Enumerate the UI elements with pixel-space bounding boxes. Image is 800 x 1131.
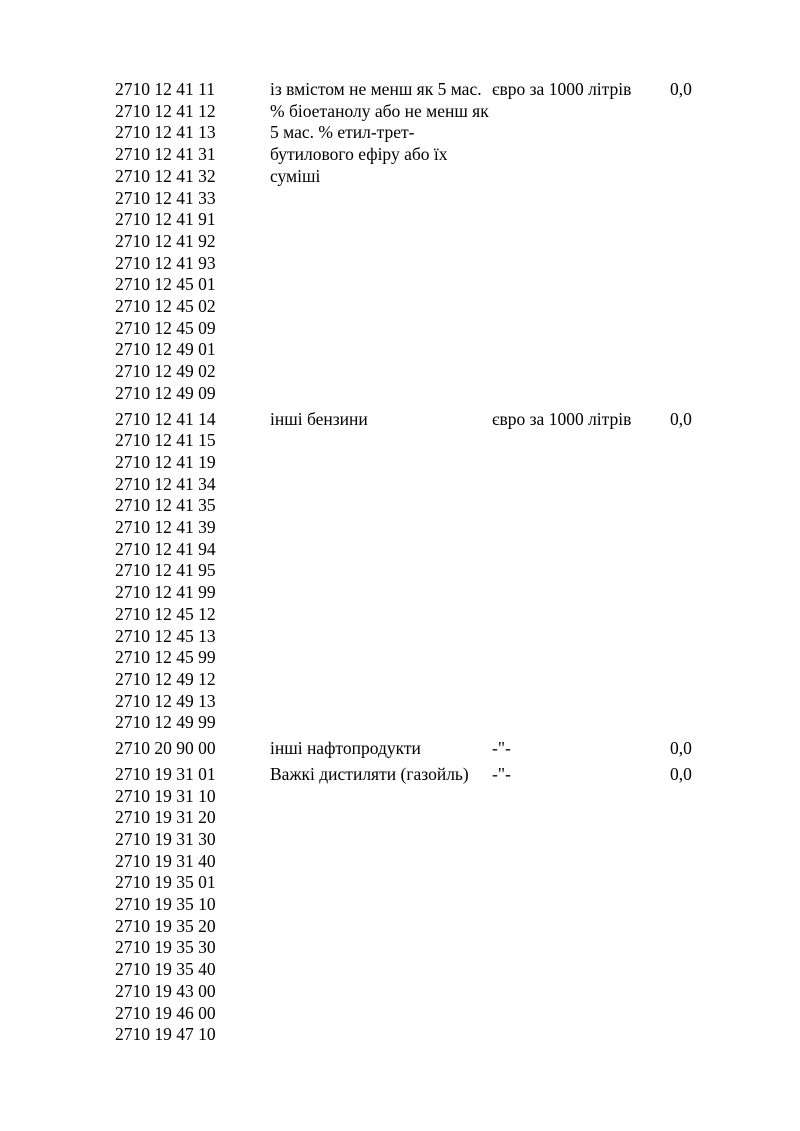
duty-rate <box>670 764 715 786</box>
unit-text: -"- <box>492 738 511 759</box>
product-code: 2710 12 45 12 <box>115 603 216 624</box>
product-code: 2710 12 41 19 <box>115 451 216 472</box>
product-code: 2710 19 43 00 <box>115 980 216 1001</box>
product-code: 2710 12 41 13 <box>115 122 216 143</box>
product-code: 2710 12 41 93 <box>115 252 216 273</box>
product-code: 2710 19 35 01 <box>115 872 216 893</box>
product-code: 2710 12 41 35 <box>115 495 216 516</box>
rate-text: 0,0 <box>670 408 692 429</box>
rate-text: 0,0 <box>670 738 692 759</box>
product-code: 2710 12 45 02 <box>115 296 216 317</box>
product-codes <box>115 409 270 735</box>
product-code: 2710 12 49 02 <box>115 361 216 382</box>
product-code: 2710 12 45 01 <box>115 274 216 295</box>
tariff-row <box>115 764 715 1046</box>
product-code: 2710 20 90 00 <box>115 738 216 759</box>
product-code: 2710 12 49 01 <box>115 339 216 360</box>
tariff-row <box>115 409 715 735</box>
product-code: 2710 12 41 33 <box>115 187 216 208</box>
duty-rate <box>670 79 715 101</box>
tariff-row <box>115 79 715 405</box>
product-code: 2710 12 41 92 <box>115 230 216 251</box>
product-code: 2710 19 35 40 <box>115 959 216 980</box>
duty-unit <box>492 79 670 101</box>
duty-unit <box>492 764 670 786</box>
product-code: 2710 12 49 12 <box>115 668 216 689</box>
product-code: 2710 12 49 13 <box>115 690 216 711</box>
duty-unit <box>492 409 670 431</box>
product-code: 2710 12 41 32 <box>115 165 216 186</box>
product-description <box>270 409 492 431</box>
product-code: 2710 12 41 99 <box>115 582 216 603</box>
product-code: 2710 19 35 10 <box>115 894 216 915</box>
product-code: 2710 12 41 95 <box>115 560 216 581</box>
product-description <box>270 79 492 188</box>
product-code: 2710 12 41 91 <box>115 209 216 230</box>
product-code: 2710 19 31 01 <box>115 763 216 784</box>
product-code: 2710 12 45 09 <box>115 317 216 338</box>
rate-text: 0,0 <box>670 79 692 99</box>
unit-text: -"- <box>492 763 511 784</box>
product-code: 2710 12 49 99 <box>115 712 216 733</box>
description-text: Важкі дистиляти (газойль) <box>270 763 469 784</box>
tariff-row <box>115 738 715 760</box>
duty-rate <box>670 409 715 431</box>
product-code: 2710 12 41 94 <box>115 538 216 559</box>
product-code: 2710 19 31 30 <box>115 828 216 849</box>
duty-rate <box>670 738 715 760</box>
product-code: 2710 12 41 15 <box>115 430 216 451</box>
unit-text: євро за 1000 літрів <box>492 79 632 99</box>
product-codes <box>115 764 270 1046</box>
product-code: 2710 12 41 14 <box>115 408 216 429</box>
product-description <box>270 764 492 786</box>
product-codes <box>115 79 270 405</box>
product-code: 2710 12 41 11 <box>115 79 215 99</box>
product-code: 2710 12 41 34 <box>115 473 216 494</box>
product-code: 2710 19 47 10 <box>115 1024 216 1045</box>
product-code: 2710 19 46 00 <box>115 1002 216 1023</box>
product-code: 2710 19 31 40 <box>115 850 216 871</box>
description-text: із вмістом не менш як 5 мас. % біоетанолу або не менш як 5 мас. % етил-трет-бутилового ефіру або їх суміші <box>270 79 489 186</box>
product-code: 2710 12 41 31 <box>115 144 216 165</box>
product-code: 2710 12 49 09 <box>115 382 216 403</box>
product-code: 2710 12 41 39 <box>115 517 216 538</box>
product-code: 2710 19 35 20 <box>115 915 216 936</box>
tariff-table <box>115 79 715 1050</box>
unit-text: євро за 1000 літрів <box>492 408 632 429</box>
duty-unit <box>492 738 670 760</box>
product-code: 2710 19 35 30 <box>115 937 216 958</box>
product-code: 2710 12 45 13 <box>115 625 216 646</box>
product-codes <box>115 738 270 760</box>
product-code: 2710 12 45 99 <box>115 647 216 668</box>
rate-text: 0,0 <box>670 763 692 784</box>
product-description <box>270 738 492 760</box>
description-text: інші бензини <box>270 408 368 429</box>
product-code: 2710 19 31 10 <box>115 785 216 806</box>
product-code: 2710 12 41 12 <box>115 100 216 121</box>
product-code: 2710 19 31 20 <box>115 807 216 828</box>
description-text: інші нафтопродукти <box>270 738 421 759</box>
